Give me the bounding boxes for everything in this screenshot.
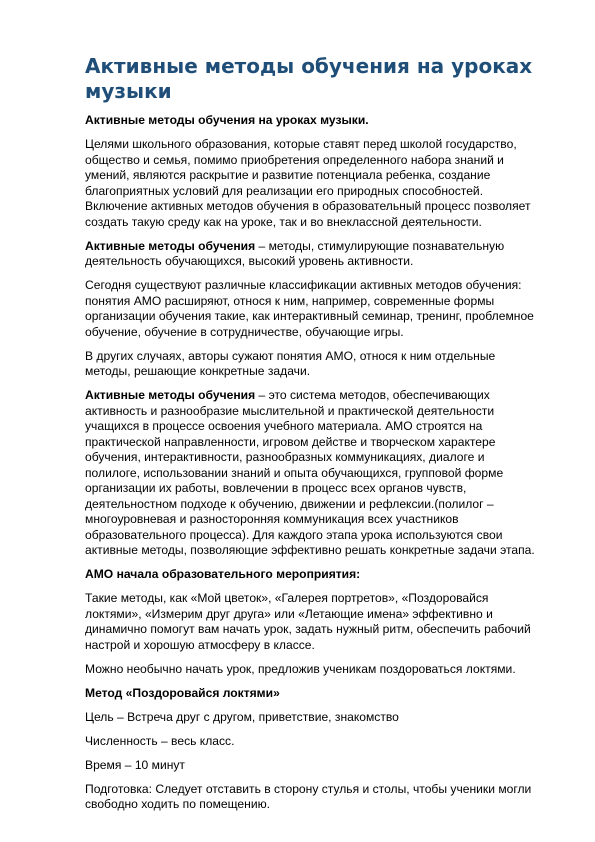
paragraph-elbows: Можно необычно начать урок, предложив ученикам поздороваться локтями.	[85, 661, 516, 676]
method-heading: Метод «Поздоровайся локтями»	[85, 685, 280, 700]
method-size: Численность – весь класс.	[85, 733, 235, 748]
method-time: Время – 10 минут	[85, 757, 185, 772]
method-preparation: Подготовка: Следует отставить в сторону стулья и столы, чтобы ученики могли свободно ходить по помещению.	[85, 781, 532, 811]
document-title: Активные методы обучения на уроках музыки	[85, 54, 533, 103]
paragraph-methods: Такие методы, как «Мой цветок», «Галерея портретов», «Поздоровайся локтями», «Измерим друг друга» или «Летающие имена» эффективно и динамично помогут вам начать урок, задать нужный ритм, обеспечить рабочий настрой и хорошую атмосферу в классе.	[85, 591, 531, 652]
paragraph-definition	[85, 239, 539, 270]
paragraph-system	[85, 388, 539, 559]
method-goal: Цель – Встреча друг с другом, приветствие, знакомство	[85, 709, 399, 724]
term-bold: Активные методы обучения	[85, 238, 256, 253]
term-bold: Активные методы обучения	[85, 388, 256, 402]
paragraph-intro: Целями школьного образования, которые ставят перед школой государство, общество и семья, помимо приобретения определенного набора знаний и умений, являются раскрытие и развитие потенциала ребенка, создание благоприятных условий для реализации его природных способностей. Включение активных методов обучения в образовательный процесс позволяет создать такую среду как на уроке, так и во внеклассной деятельности.	[85, 137, 531, 229]
definition-text: – методы, стимулирующие познавательную деятельность обучающихся, высокий уровень активности.	[85, 238, 505, 268]
system-text: – это система методов, обеспечивающих активность и разнообразие мыслительной и практической деятельности учащихся в процессе освоения учебного материала. АМО строятся на практической направленности, игровом действе и творческом характере обучения, интерактивности, разнообразных коммуникациях, диалоге и полилоге, использовании знаний и опыта обучающихся, групповой форме организации их работы, вовлечении в процесс всех органов чувств, деятельностном подходе к обучению, движении и рефлексии.(полилог – многоуровневая и разносторонняя коммуникация всех участников образовательного процесса). Для каждого этапа урока используются свои активные методы, позволяющие эффективно решать конкретные задачи этапа.	[85, 388, 535, 557]
paragraph-narrow: В других случаях, авторы сужают понятия АМО, относя к ним отдельные методы, решающие конкретные задачи.	[85, 348, 496, 378]
paragraph-classifications: Сегодня существуют различные классификации активных методов обучения: понятия АМО расширяют, относя к ним, например, современные формы организации обучения такие, как интерактивный семинар, тренинг, проблемное обучение, обучение в сотрудничестве, обучающие игры.	[85, 278, 534, 339]
subheading: Активные методы обучения на уроках музыки.	[85, 113, 369, 127]
section-heading-start: АМО начала образовательного мероприятия:	[85, 567, 361, 581]
